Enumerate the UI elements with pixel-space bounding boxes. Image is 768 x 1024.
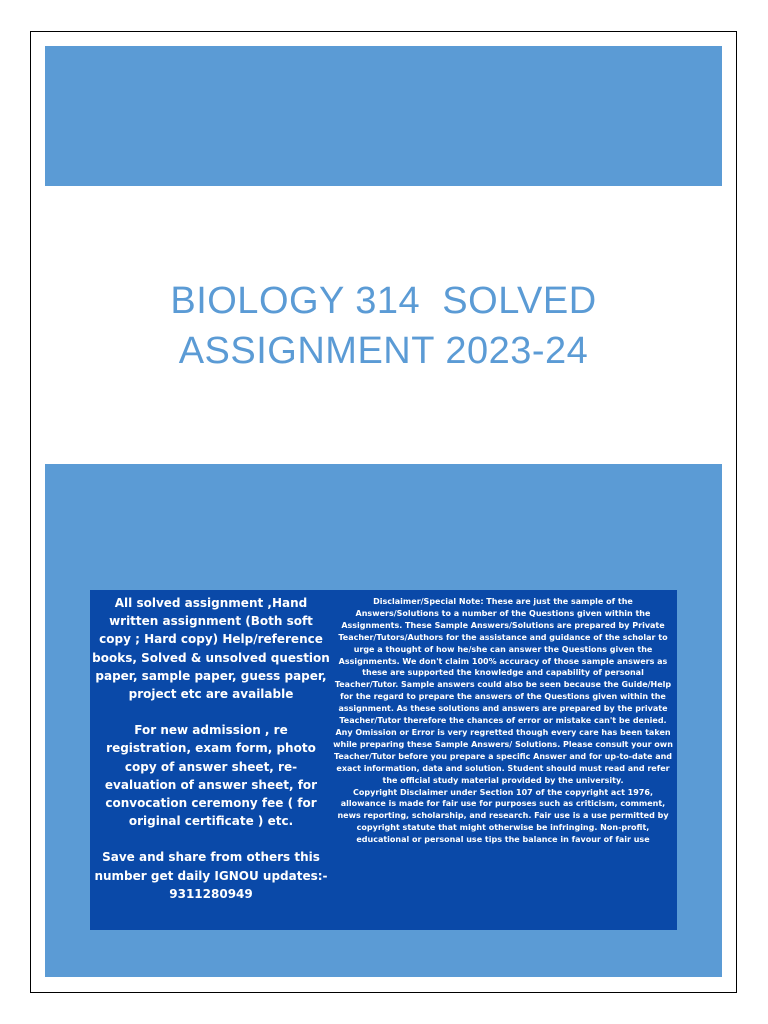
services-column bbox=[92, 594, 330, 903]
disclaimer-text: Disclaimer/Special Note: These are just the sample of the Answers/Solutions to a number of the Questions given within the Assignments. These Sample Answers/Solutions are prepared by Private Teacher/Tutors/Authors for the assistance and guidance of the scholar to urge a thought of how he/she can answer the Questions given the Assignments. We don't claim 100% accuracy of those sample answers as these are supported the knowledge and capability of personal Teacher/Tutor. Sample answers could also be seen because the Guide/Help for the regard to prepare the answers of the Questions given within the assignment. As these solutions and answers are prepared by the private Teacher/Tutor therefore the chances of error or mistake can't be denied. Any Omission or Error is very regretted though every care has been taken while preparing these Sample Answers/ Solutions. Please consult your own Teacher/Tutor before you prepare a specific Answer and for up-to-date and exact information, data and solution. Student should must read and refer the official study material provided by the university. bbox=[333, 597, 673, 785]
copyright-disclaimer-text: Copyright Disclaimer under Section 107 of the copyright act 1976, allowance is made for fair use for purposes such as criticism, comment, news reporting, scholarship, and research. Fair use is a use permitted by copyright statute that might otherwise be infringing. Non-profit, educational or personal use tips the balance in favour of fair use bbox=[337, 787, 669, 845]
title-line-1: BIOLOGY 314 SOLVED bbox=[170, 280, 597, 322]
info-panel bbox=[90, 590, 677, 930]
contact-number-text: Save and share from others this number get daily IGNOU updates:- 9311280949 bbox=[94, 850, 328, 901]
services-available-text: All solved assignment ,Hand written assignment (Both soft copy ; Hard copy) Help/reference books, Solved & unsolved question paper, sample paper, guess paper, project etc are available bbox=[92, 596, 330, 702]
disclaimer-column bbox=[332, 596, 674, 846]
document-title bbox=[45, 276, 722, 376]
admission-services-text: For new admission , re registration, exam form, photo copy of answer sheet, re-evaluation of answer sheet, for convocation ceremony fee ( for original certificate ) etc. bbox=[104, 723, 318, 829]
top-header-band bbox=[45, 46, 722, 186]
title-line-2: ASSIGNMENT 2023-24 bbox=[178, 330, 589, 372]
